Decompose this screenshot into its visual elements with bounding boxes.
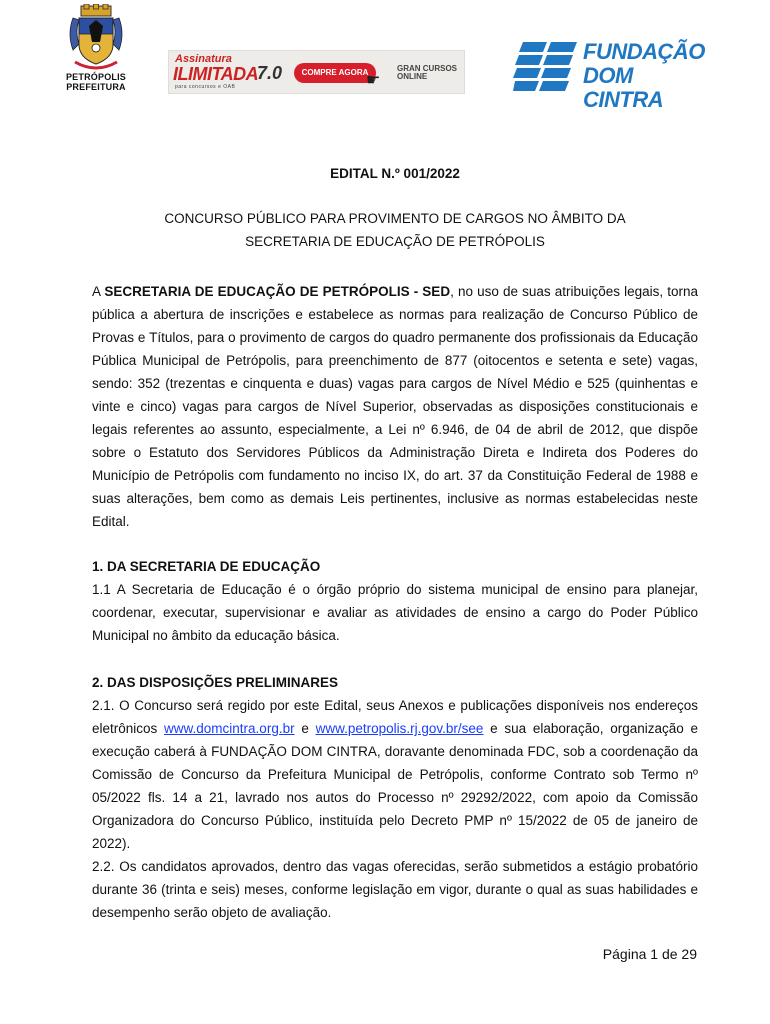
banner-tagline: para concursos e OAB bbox=[175, 84, 236, 90]
page-number: Página 1 de 29 bbox=[602, 946, 697, 962]
intro-prefix: A bbox=[92, 284, 105, 299]
subtitle-line1: CONCURSO PÚBLICO PARA PROVIMENTO DE CARGOS NO ÂMBITO DA bbox=[164, 211, 626, 226]
edital-title: EDITAL N.º 001/2022 bbox=[330, 166, 460, 181]
section2-p1-c: e sua elaboração, organização e execução caberá à FUNDAÇÃO DOM CINTRA, doravante denominada FDC, sob a coordenação da Comissão de Concurso da Prefeitura Municipal de Petrópolis, conforme Contrato sob Termo nº 05/2022 fls. 14 a 21, lavrado nos autos do Processo nº 29292/2022, com apoio da Comissão Organizadora do Concurso Público, instituída pelo Decreto PMP nº 15/2022 de 05 de janeiro de 2022). bbox=[92, 721, 698, 851]
banner-brand-line1: GRAN CURSOS bbox=[397, 64, 458, 73]
intro-bold: SECRETARIA DE EDUCAÇÃO DE PETRÓPOLIS - SED bbox=[104, 284, 451, 299]
intro-paragraph bbox=[92, 280, 698, 533]
section2-paragraph1 bbox=[92, 694, 698, 855]
fundacao-dom-cintra-logo bbox=[513, 39, 713, 112]
advertisement-banner[interactable] bbox=[168, 50, 465, 94]
section2-paragraph2: 2.2. Os candidatos aprovados, dentro das vagas oferecidas, serão submetidos a estágio probatório durante 36 (trinta e seis) meses, conforme legislação em vigor, durante o qual as suas habilidades e desempenho serão objeto de avaliação. bbox=[92, 859, 698, 920]
page-header bbox=[0, 0, 770, 110]
banner-line2: ILIMITADA bbox=[173, 64, 259, 84]
fdc-stripes-icon bbox=[513, 42, 579, 92]
domcintra-link[interactable]: www.domcintra.org.br bbox=[164, 721, 295, 736]
section1-heading: 1. DA SECRETARIA DE EDUCAÇÃO bbox=[92, 559, 321, 574]
section2-heading: 2. DAS DISPOSIÇÕES PRELIMINARES bbox=[92, 675, 339, 690]
petropolis-link[interactable]: www.petropolis.rj.gov.br/see bbox=[315, 721, 484, 736]
hand-pointer-icon: ☛ bbox=[366, 72, 381, 89]
section1-paragraph: 1.1 A Secretaria de Educação é o órgão próprio do sistema municipal de ensino para planejar, coordenar, executar, supervisionar e avaliar as atividades de ensino a cargo do Poder Público Municipal no âmbito da educação básica. bbox=[92, 582, 698, 643]
banner-line1: Assinatura bbox=[175, 53, 232, 65]
section2-p1-a: 2.1. O Concurso será regido por este Edital, seus Anexos e publicações disponíveis nos endereços eletrônicos bbox=[92, 698, 698, 736]
prefeitura-logo bbox=[60, 4, 132, 96]
banner-brand-line2: ONLINE bbox=[397, 72, 428, 81]
fdc-name-line2: DOM CINTRA bbox=[583, 63, 664, 112]
subtitle-line2: SECRETARIA DE EDUCAÇÃO DE PETRÓPOLIS bbox=[245, 234, 545, 249]
banner-number: 7.0 bbox=[257, 63, 283, 83]
prefeitura-name-line2: PREFEITURA bbox=[66, 82, 126, 92]
prefeitura-name-line1: PETRÓPOLIS bbox=[65, 72, 126, 82]
coat-of-arms-icon bbox=[67, 4, 125, 72]
banner-brand bbox=[397, 65, 457, 81]
intro-rest: , no uso de suas atribuições legais, torna pública a abertura de inscrições e estabelece as normas para realização de Concurso Público de Provas e Títulos, para o provimento de cargos do quadro permanente dos profissionais da Educação Pública Municipal de Petrópolis, para preenchimento de 877 (oitocentos e setenta e sete) vagas, sendo: 352 (trezentas e cinquenta e duas) vagas para cargos de Nível Médio e 525 (quinhentas e vinte e cinco) vagas para cargos de Nível Superior, observadas as disposições constitucionais e legais referentes ao assunto, especialmente, a Lei nº 6.946, de 04 de abril de 2012, que dispõe sobre o Estatuto dos Servidores Públicos da Administração Direta e Indireta dos Poderes do Município de Petrópolis com fundamento no inciso IX, do art. 37 da Constituição Federal de 1988 e suas alterações, bem como as demais Leis pertinentes, inclusive as normas estabelecidas neste Edital. bbox=[92, 284, 698, 529]
buy-now-button[interactable]: COMPRE AGORA bbox=[294, 63, 376, 83]
section2-p1-b: e bbox=[294, 721, 316, 736]
fdc-name-line1: FUNDAÇÃO bbox=[583, 39, 705, 64]
